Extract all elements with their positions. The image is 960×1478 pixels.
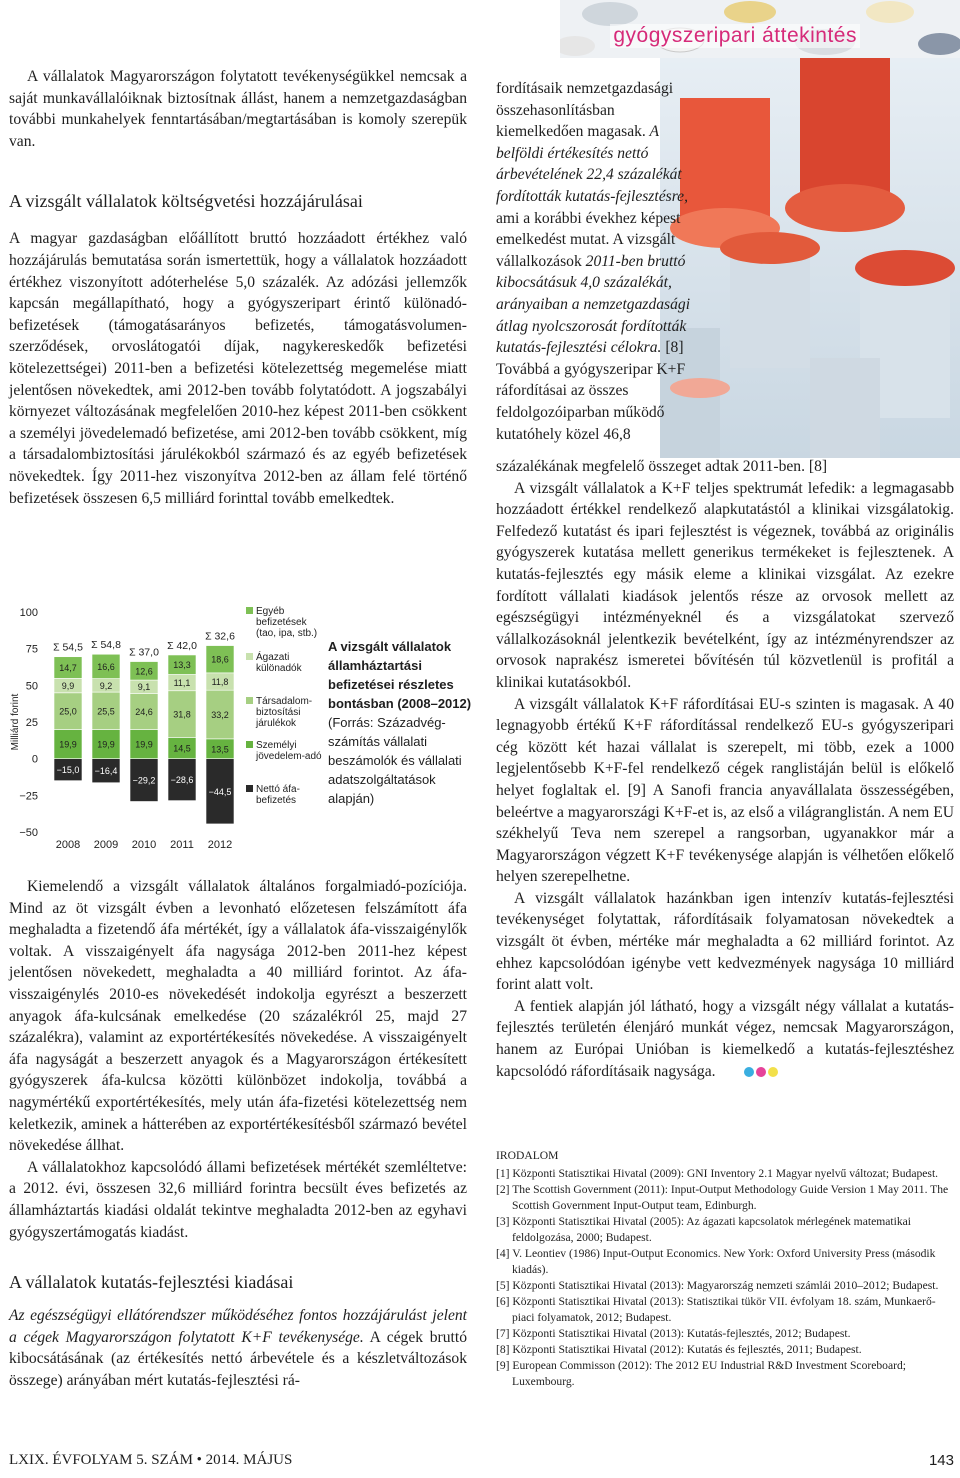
- page-number: 143: [928, 1452, 954, 1469]
- data-label: 9,2: [99, 680, 113, 691]
- total-label: Σ 54,5: [53, 641, 83, 654]
- total-label: Σ 37,0: [129, 646, 159, 659]
- rnd-conclusion-text: A fentiek alapján jól látható, hogy a vizsgált négy vállalat a kutatás-fejlesztés területén élenjáró munkát végez, nemcsak Magyarországon, hanem az Európai Unióban is kiemelkedő a kutatás-fejlesztéshez kapcsolódó ráfordításaik nagysága.: [496, 997, 954, 1080]
- data-label: −29,2: [132, 775, 156, 786]
- footer: [9, 1452, 954, 1469]
- data-label: 25,0: [59, 706, 77, 717]
- legend-swatch: [246, 785, 253, 792]
- right-top-italic-1: A belföldi értékesítés nettó árbevételének 22,4 százalékát fordították kutatás-fejlesztésre,: [496, 123, 689, 205]
- data-label: 14,7: [59, 663, 77, 674]
- data-label: 11,1: [173, 678, 191, 689]
- y-axis-label: Milliárd forint: [10, 693, 21, 751]
- right-top-text-2: ami a korábbi évekhez képest emelkedést mutat. A vizsgált vállalkozások: [496, 209, 681, 270]
- right-column: [496, 456, 954, 1082]
- y-tick-label: −25: [19, 790, 38, 803]
- heading-budget-contributions: A vizsgált vállalatok költségvetési hozzájárulásai: [9, 191, 363, 212]
- header-band: [560, 0, 960, 58]
- data-label: −28,6: [170, 775, 194, 786]
- state-payments-paragraph: A vállalatokhoz kapcsolódó állami befizetések mértékét szemléltetve: a 2012. évi, összesen 32,6 milliárd forintra becsült éves befizetés az államháztartás kiadási oldalát tekintve meghaladta 2012-ben az egyhavi gyógyszertámogatás kiadást.: [9, 1158, 467, 1241]
- rnd-conclusion-paragraph: [496, 996, 954, 1082]
- rnd-intro-rest: A cégek bruttó kibocsátásának (az értékesítés nettó árbevétele és a készletváltozások összege) arányában mért kutatás-fejlesztési rá-: [9, 1328, 467, 1389]
- total-label: Σ 42,0: [167, 639, 197, 652]
- reference-item: [7] Központi Statisztikai Hivatal (2013): Kutatás-fejlesztés, 2012; Budapest.: [496, 1327, 851, 1340]
- legend-label: Nettó áfa-befizetés: [256, 784, 300, 806]
- rnd-intro-italic: Az egészségügyi ellátórendszer működéséhez fontos hozzájárulást jelent a cégek Magyarországon folytatott K+F tevékenysége.: [9, 1307, 467, 1346]
- y-tick-label: 75: [25, 643, 38, 656]
- end-mark-dots: [726, 1061, 780, 1083]
- data-label: 19,9: [59, 739, 77, 750]
- y-tick-label: 25: [25, 717, 38, 729]
- right-top-text-1: fordításaik nemzetgazdasági összehasonlításban kiemelkedően magasak.: [496, 80, 674, 141]
- data-label: 33,2: [211, 710, 229, 721]
- reference-item: [9] European Commisson (2012): The 2012 EU Industrial R&D Investment Scoreboard; Luxembourg.: [496, 1359, 907, 1388]
- legend-label: Személyi jövedelem-adó: [256, 740, 322, 762]
- data-label: 31,8: [173, 709, 191, 720]
- references: [496, 1148, 954, 1390]
- data-label: −44,5: [208, 786, 232, 797]
- reference-item: [2] The Scottish Government (2011): Input-Output Methodology Guide Version 1 May 2011. The Scottish Government Input-Output team, Edinburgh.: [496, 1183, 949, 1212]
- data-label: 9,9: [61, 681, 75, 692]
- references-title: IRODALOM: [496, 1149, 559, 1162]
- legend-swatch: [246, 607, 253, 614]
- x-tick-label: 2011: [170, 839, 194, 851]
- data-label: −15,0: [56, 765, 80, 776]
- legend-swatch: [246, 697, 253, 704]
- data-label: 25,5: [97, 706, 115, 717]
- x-tick-label: 2009: [93, 839, 119, 851]
- x-tick-label: 2012: [207, 839, 233, 851]
- reference-item: [5] Központi Statisztikai Hivatal (2013): Magyarország nemzeti számlái 2010–2012; Budapest.: [496, 1279, 939, 1292]
- y-tick-label: 0: [31, 753, 38, 766]
- right-column-top: [496, 78, 706, 445]
- reference-item: [3] Központi Statisztikai Hivatal (2005): Az ágazati kapcsolatok mérlegének matematikai feldolgozása, 2000; Budapest.: [496, 1215, 911, 1244]
- chart-caption: [328, 637, 478, 808]
- vat-paragraph: Kiemelendő a vizsgált vállalatok általános forgalmiadó-pozíciója. Mind az öt vizsgált évben a levonható előzetesen felszámított áfa meghaladta a fizetendő áfa mértékét, így a vállalatok áfa-visszaigénylők voltak. A visszaigényelt áfa nagysága 2012-ben 2011-hez képest jelentősen növekedett, meghaladta a 40 milliárd forintot. Az áfa-visszaigénylés 2010-es növekedését indokolja egyrészt a beszerzett anyagok áfa-kulcsának emelkedése (20 százalékról 25, majd 27 százalékra), valamint az exportértékesítés növekedése. A visszaigényelt áfa nagyságát a beszerzett anyagok és a Magyarországon értékesített gyógyszerek áfa-kulcsa közötti különbözet indokolja, továbbá a nagymértékű exportértékesítés, mely után áfa-fizetési kötelezettség nem keletkezik, aminek a hátterében az exportértékesítésből származó bevétel növekedése állhat.: [9, 878, 467, 1155]
- y-tick-label: −50: [19, 827, 38, 839]
- reference-item: [8] Központi Statisztikai Hivatal (2012): Kutatás és fejlesztés, 2011; Budapest.: [496, 1343, 862, 1356]
- rnd-eu-paragraph: A vizsgált vállalatok K+F ráfordításai EU-s szinten is magasak. A 40 legnagyobb értékű K+F ráfordítással rendelkező EU-s gyógyszeripari cég között két hazai vállalat is szerepelt, mi több, ezek a 1000 legjelentősebb K+F-fel rendelkező cégek ranglistáján belül is előkelő helyet foglaltak el. [9] A Sanofi francia anyavállalata összességében, beleértve a magyarországi K+F-et is, az első a világranglistán. A nem EU székhelyű Teva nem szerepel a rangsorban, ugyanakkor már a Magyarországon végzett K+F tevékenysége alapján is vélhetően előkelő helyen szerepelhetne.: [496, 695, 954, 886]
- chart-caption-source: (Forrás: Századvég-számítás vállalati beszámolók és vállalati adatszolgáltatások alapján): [328, 715, 462, 806]
- x-tick-label: 2008: [55, 839, 81, 851]
- data-label: 24,6: [135, 706, 153, 717]
- right-top-italic-2: 2011-ben bruttó kibocsátásuk 4,0 százalékát, arányaiban a nemzetgazdasági átlag nyolcszorosát fordították kutatás-fejlesztési célokra.: [496, 252, 691, 357]
- data-label: 18,6: [211, 654, 229, 665]
- legend-label: Ágazati különadók: [256, 652, 302, 674]
- data-label: −16,4: [94, 766, 118, 777]
- reference-item: [6] Központi Statisztikai Hivatal (2013): Statisztikai tükör VII. évfolyam 18. szám, Munkaerő-piaci folyamatok, 2012; Budapest.: [496, 1295, 936, 1324]
- data-label: 19,9: [97, 739, 115, 750]
- data-label: 19,9: [135, 739, 153, 750]
- references-list: [496, 1166, 954, 1390]
- rnd-intro-paragraph: [9, 1305, 467, 1391]
- budget-paragraph: A magyar gazdaságban előállított bruttó hozzáadott értékhez való hozzájárulás bemutatása során ismertettük, hogy a vállalatok hozzáadott értékhez viszonyított adóterhelése 5,0 százalék. Az adózási jellemzők kapcsán megállapítható, hogy a gyógyszeripart érintő különadó-befizetések (támogatásarányos befizetés, támogatásvolumen-szerződések, orvoslátogatói díjak, nagykereskedők befizetési kötelezettségei) 2011-ben a befizetési kötelezettség megemelése miatt jelentősen növekedtek, ami 2012-ben tovább folytatódott. A jogszabályi környezet változásának megfelelően 2010-hez képest 2011-ben csökkent a személyi jövedelemadó befizetése, ami 2012-ben tovább csökkent, míg a társadalombiztosítási járulékokból származó és az egyéb befizetések növekedtek. Így 2011-hez viszonyítva 2012-ben az állam felé történő befizetések összesen 6,5 milliárd forinttal tovább emelkedtek.: [9, 230, 467, 507]
- issue-info: LXIX. ÉVFOLYAM 5. SZÁM • 2014. MÁJUS: [9, 1452, 293, 1468]
- data-label: 12,6: [135, 666, 153, 677]
- left-column-upper: [9, 66, 467, 509]
- rnd-intensity-paragraph: A vizsgált vállalatok hazánkban igen intenzív kutatás-fejlesztési tevékenységet folytattak, ráfordításaik folyamatosan növekedtek a vizsgált öt évben, mértéke már meghaladta a 62 milliárd forintot. Az ehhez kapcsolódóan igénybe vett kedvezmények nagysága 10 milliárd forint alatt volt.: [496, 889, 954, 994]
- reference-item: [4] V. Leontiev (1986) Input-Output Economics. New York: Oxford University Press (második kiadás).: [496, 1247, 936, 1276]
- section-title: gyógyszeripari áttekintés: [610, 24, 860, 48]
- y-tick-label: 50: [25, 680, 38, 693]
- data-label: 11,8: [211, 677, 229, 688]
- chart-caption-title: A vizsgált vállalatok államháztartási befizetései részletes bontásban (2008–2012): [328, 639, 472, 711]
- intro-paragraph: A vállalatok Magyarországon folytatott tevékenységükkel nemcsak a saját munkavállalóiknak biztosítnak állást, hanem a nemzetgazdaságban további munkahelyek fenntartásában/megtartásában is komoly szerepük van.: [9, 68, 467, 150]
- y-tick-label: 100: [19, 607, 38, 619]
- legend-label: Társadalom-biztosítási járulékok: [256, 696, 313, 729]
- legend-swatch: [246, 741, 253, 748]
- total-label: Σ 54,8: [91, 639, 121, 652]
- rnd-spectrum-paragraph: A vizsgált vállalatok a K+F teljes spektrumát lefedik: a legmagasabb hozzáadott értékkel rendelkező alapkutatástól a klinikai vizsgálatokig. Felfedező kutatást és ipari fejlesztést is végeznek, továbbá az originális gyógyszerek kutatása mellett generikus termékeket is fejlesztenek. A kutatás-fejlesztés egy másik eleme a klinikai vizsgálat. Az ezekre fordított vállalati kiadások jelentős része az orvosok mellett az egészségügyi intézményeknél és a vizsgálatokat szervező vállalkozásoknál jelentkezik bevételként, így az intézményrendszer az orvosok naprakész ismeretei bővítésén túl közvetlenül is profitál a klinikai kutatásokból.: [496, 479, 954, 691]
- right-continuation: százalékának megfelelő összeget adtak 2011-ben. [8]: [496, 458, 828, 475]
- legend-swatch: [246, 653, 253, 660]
- x-tick-label: 2010: [131, 839, 157, 851]
- data-label: 16,6: [97, 661, 115, 672]
- data-label: 13,3: [173, 660, 191, 671]
- total-label: Σ 32,6: [205, 630, 235, 643]
- reference-item: [1] Központi Statisztikai Hivatal (2009): GNI Inventory 2.1 Magyar nyelvű változat; Budapest.: [496, 1167, 939, 1180]
- heading-rnd-expenses: A vállalatok kutatás-fejlesztési kiadásai: [9, 1272, 294, 1293]
- right-top-text-3: [8] Továbbá a gyógyszeripar K+F ráfordításai az összes feldolgozóiparban működő kutatóhely közel 46,8: [496, 339, 686, 443]
- legend-label: Egyéb befizetések (tao, ipa, stb.): [256, 606, 318, 639]
- data-label: 9,1: [137, 682, 151, 693]
- data-label: 13,5: [211, 744, 229, 755]
- data-label: 14,5: [173, 743, 191, 754]
- left-column-lower: [9, 876, 467, 1391]
